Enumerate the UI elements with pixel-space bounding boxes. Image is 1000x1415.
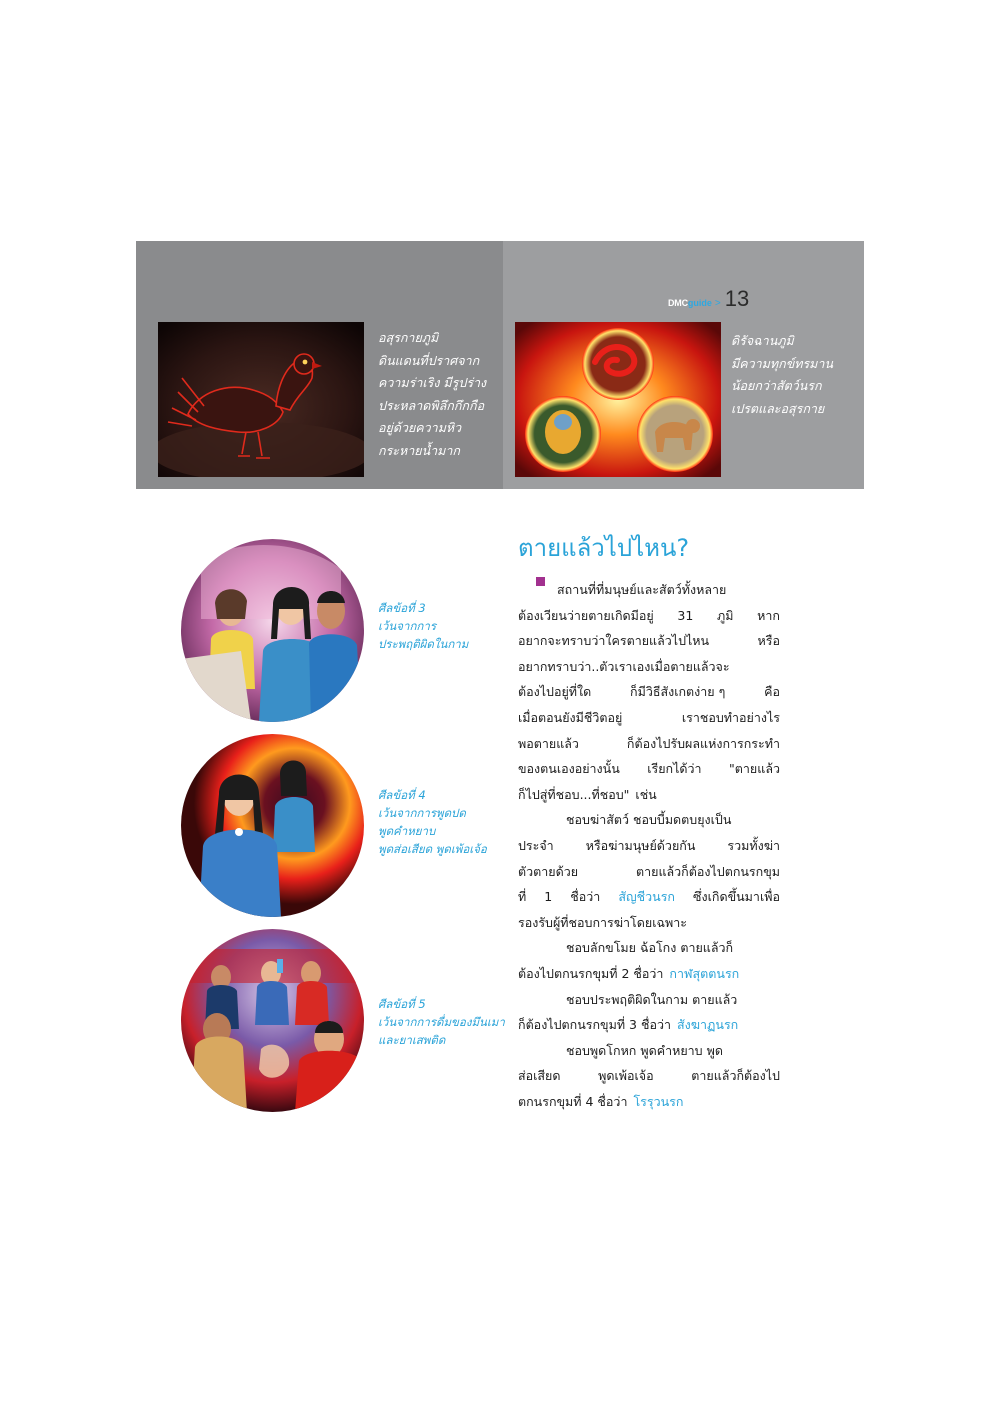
bullet-square-icon — [536, 577, 545, 586]
hell-name-sanghata: สังฆาฏนรก — [677, 1017, 739, 1033]
brand-guide: guide — [687, 298, 712, 308]
article-line: ตัวตายด้วย ตายแล้วก็ต้องไปตกนรกขุม — [518, 863, 780, 879]
article-line: อยากทราบว่า..ตัวเราเองเมื่อตายแล้วจะ — [518, 658, 730, 674]
caption-line: อยู่ด้วยความหิว — [378, 420, 462, 435]
precept-line: และยาเสพติด — [378, 1033, 446, 1047]
asura-caption — [378, 327, 498, 462]
article-line: ต้องเวียนว่ายตายเกิดมีอยู่ 31 ภูมิ หาก — [518, 607, 780, 623]
article-line: ชอบพูดโกหก พูดคำหยาบ พูด — [566, 1042, 723, 1058]
caption-line: น้อยกว่าสัตว์นรก — [731, 378, 822, 393]
precept-line: เว้นจากการดื่มของมึนเมา — [378, 1015, 505, 1029]
precept-5-illustration — [181, 929, 364, 1112]
article-line: อยากจะทราบว่าใครตายแล้วไปไหน หรือ — [518, 633, 780, 649]
article-line: ตกนรกขุมที่ 4 ชื่อว่า โรรุวนรก — [518, 1089, 780, 1115]
precept-line: ประพฤติผิดในกาม — [378, 637, 469, 651]
hell-name-kalasutta: กาฬสุตตนรก — [669, 965, 740, 981]
article-line: ก็ไปสู่ที่ชอบ...ที่ชอบ" เช่น — [518, 786, 657, 802]
caption-line: กระหายน้ำมาก — [378, 442, 460, 458]
article-line: รองรับผู้ที่ชอบการฆ่าโดยเฉพาะ — [518, 914, 687, 930]
article-line: ของตนเองอย่างนั้น เรียกได้ว่า "ตายแล้ว — [518, 761, 780, 777]
article-line: ชอบประพฤติผิดในกาม ตายแล้ว — [566, 991, 738, 1007]
article-line: ชอบฆ่าสัตว์ ชอบบี้มดตบยุงเป็น — [566, 812, 732, 828]
article-line: ก็ต้องไปตกนรกขุมที่ 3 ชื่อว่า สังฆาฏนรก — [518, 1012, 780, 1038]
page-header — [668, 286, 768, 312]
precept-line: พูดคำหยาบ — [378, 824, 436, 838]
caption-line: ความร่าเริง มีรูปร่าง — [378, 375, 487, 390]
animal-realm-image — [515, 322, 721, 477]
header-separator: > — [714, 298, 721, 309]
article-line: ชอบลักขโมย ฉ้อโกง ตายแล้วก็ — [566, 940, 734, 956]
precept-line: ศีลข้อที่ 3 — [378, 601, 426, 615]
caption-line: ดินแดนที่ปราศจาก — [378, 352, 480, 368]
article-title: ตายแล้วไปไหน? — [518, 534, 690, 562]
article-body — [518, 577, 780, 1114]
article-line: ต้องไปอยู่ที่ใด ก็มีวิธีสังเกตง่าย ๆ คือ — [518, 684, 780, 700]
caption-line: ประหลาดพิลึกกึกกือ — [378, 397, 485, 413]
precept-line: ศีลข้อที่ 5 — [378, 997, 426, 1011]
article-line: ประจำ หรือฆ่ามนุษย์ด้วยกัน รวมทั้งฆ่า — [518, 837, 780, 853]
asura-rooster-image — [158, 322, 364, 477]
caption-line: อสุรกายภูมิ — [378, 330, 439, 345]
article-line: สถานที่ที่มนุษย์และสัตว์ทั้งหลาย — [518, 577, 780, 603]
brand-dmc: DMC — [668, 298, 688, 308]
precept-3-illustration — [181, 539, 364, 722]
caption-line: มีความทุกข์ทรมาน — [731, 355, 833, 371]
hell-name-roruva: โรรุวนรก — [633, 1093, 684, 1109]
caption-line: เปรตและอสุรกาย — [731, 400, 825, 416]
article-line: ส่อเสียด พูดเพ้อเจ้อ ตายแล้วก็ต้องไป — [518, 1068, 780, 1084]
precept-5-caption — [378, 995, 505, 1049]
precept-4-caption — [378, 786, 487, 858]
precept-line: เว้นจากการพูดปด — [378, 806, 466, 820]
precept-line: พูดส่อเสียด พูดเพ้อเจ้อ — [378, 842, 487, 856]
article-line: ที่ 1 ชื่อว่า สัญชีวนรก ซึ่งเกิดขึ้นมาเพื่อ — [518, 884, 780, 910]
precept-line: ศีลข้อที่ 4 — [378, 788, 426, 802]
precept-4-illustration — [181, 734, 364, 917]
article-line: ต้องไปตกนรกขุมที่ 2 ชื่อว่า กาฬสุตตนรก — [518, 961, 780, 987]
caption-line: ดิรัจฉานภูมิ — [731, 333, 794, 348]
precept-3-caption — [378, 599, 468, 653]
hell-name-sanjiva: สัญชีวนรก — [618, 889, 675, 905]
article-line: เมื่อตอนยังมีชีวิตอยู่ เราชอบทำอย่างไร — [518, 709, 780, 725]
article-line: พอตายแล้ว ก็ต้องไปรับผลแห่งการกระทำ — [518, 735, 780, 751]
page-number: 13 — [724, 286, 750, 311]
precept-line: เว้นจากการ — [378, 619, 437, 633]
animal-realm-caption — [731, 330, 856, 420]
